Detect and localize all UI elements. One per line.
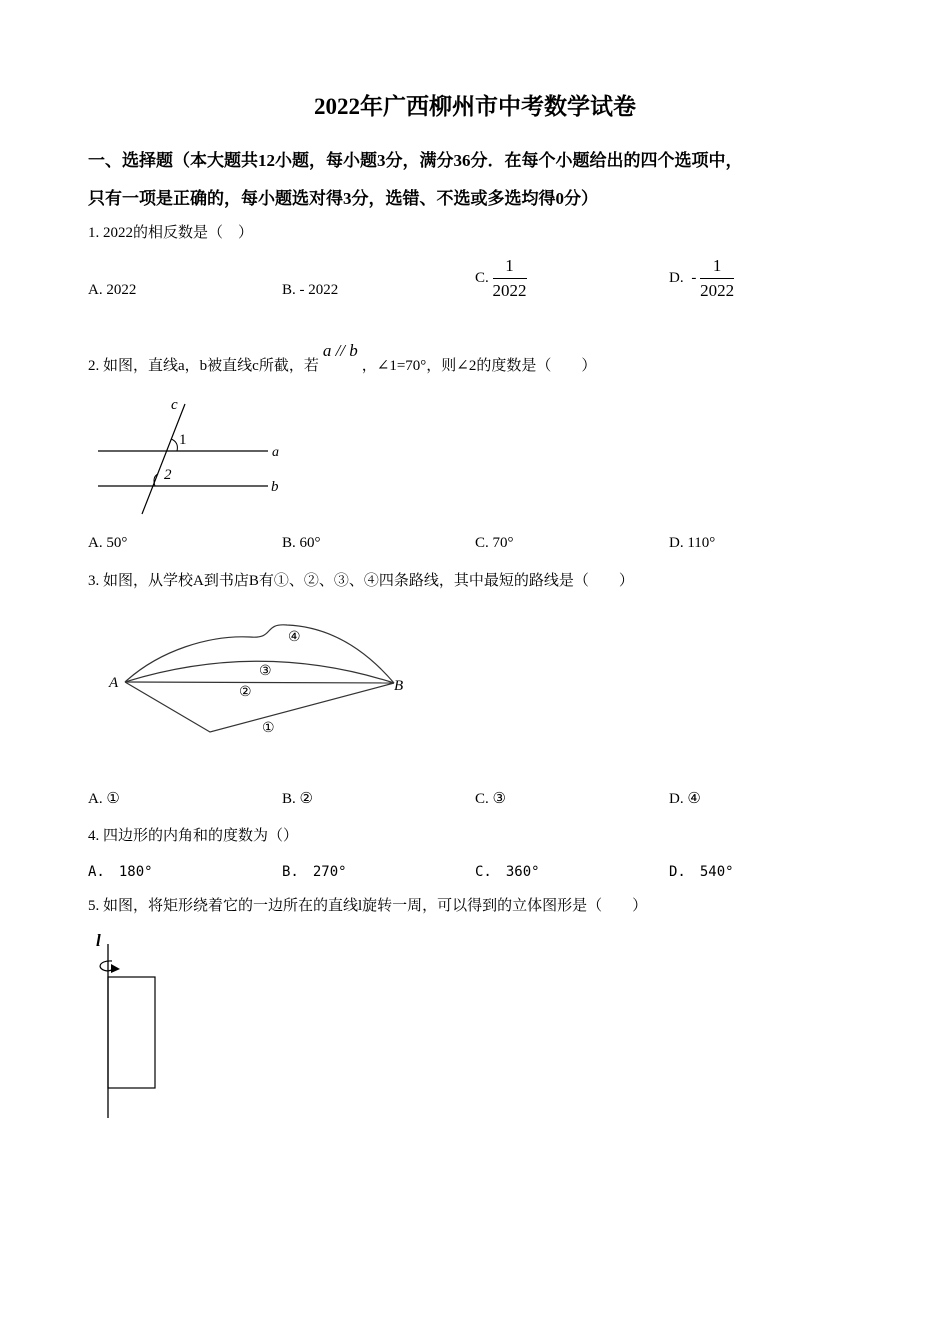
question-2-stem-pre: 2. 如图，直线a，b被直线c所截，若 (88, 358, 319, 374)
question-1-stem: 1. 2022的相反数是（ ） (88, 225, 254, 241)
option-d-fraction (700, 256, 734, 301)
question-3-stem: 3. 如图，从学校A到书店B有①、②、③、④四条路线，其中最短的路线是（ ） (88, 573, 634, 589)
question-2-option-c: C. 70° (475, 535, 514, 551)
rectangle (108, 977, 155, 1088)
question-5-figure (90, 928, 170, 1123)
label-point-b: B (394, 678, 404, 694)
label-route-4: ④ (288, 630, 301, 645)
question-4-option-b: B. 270° (282, 864, 347, 880)
label-line-l: l (96, 931, 101, 950)
label-angle-2: 2 (164, 467, 172, 483)
question-1-option-c (475, 256, 527, 301)
question-2-option-d: D. 110° (669, 535, 716, 551)
label-a: a (272, 445, 279, 460)
question-1-option-b: B. - 2022 (282, 282, 339, 298)
option-d-numerator: 1 (700, 256, 734, 279)
label-route-3: ③ (259, 664, 272, 679)
question-4-option-d: D. 540° (669, 864, 734, 880)
question-5-stem: 5. 如图，将矩形绕着它的一边所在的直线l旋转一周，可以得到的立体图形是（ ） (88, 898, 648, 914)
question-1-option-d (669, 256, 734, 301)
question-4-option-c: C. 360° (475, 864, 540, 880)
label-angle-1: 1 (179, 432, 187, 448)
question-2-option-a: A. 50° (88, 535, 128, 551)
question-4-stem: 4. 四边形的内角和的度数为（） (88, 828, 299, 844)
route-2 (125, 682, 394, 683)
label-b: b (271, 479, 279, 495)
route-1 (125, 682, 394, 732)
question-2-figure (95, 395, 295, 520)
option-d-label: D. (669, 270, 684, 286)
option-c-numerator: 1 (493, 256, 527, 279)
section-heading-line-2: 只有一项是正确的，每小题选对得3分，选错、不选或多选均得0分） (88, 189, 598, 208)
question-2-stem-post: ，∠1=70°，则∠2的度数是（ ） (361, 358, 597, 374)
label-c: c (171, 397, 178, 413)
option-c-fraction (493, 256, 527, 301)
line-c (142, 404, 185, 514)
question-2-option-b: B. 60° (282, 535, 321, 551)
question-3-option-b: B. ② (282, 791, 313, 807)
label-route-2: ② (239, 685, 252, 700)
option-c-label: C. (475, 270, 489, 286)
question-2-stem (88, 341, 597, 375)
label-route-1: ① (262, 721, 275, 736)
page-title: 2022年广西柳州市中考数学试卷 (314, 94, 636, 119)
rotation-arrowhead-icon (111, 964, 120, 973)
question-3-option-d: D. ④ (669, 791, 701, 807)
option-d-sign: - (691, 270, 697, 286)
angle-1-arc (171, 439, 177, 451)
question-3-option-c: C. ③ (475, 791, 506, 807)
option-c-denominator: 2022 (492, 281, 527, 300)
section-heading-line-1: 一、选择题（本大题共12小题，每小题3分，满分36分．在每个小题给出的四个选项中， (88, 151, 743, 170)
question-3-figure (105, 615, 415, 745)
label-point-a: A (109, 675, 119, 691)
question-2-parallel-math: a // b (322, 341, 358, 360)
question-1-option-a: A. 2022 (88, 282, 137, 298)
question-3-option-a: A. ① (88, 791, 120, 807)
question-4-option-a: A. 180° (88, 864, 153, 880)
option-d-denominator: 2022 (700, 281, 735, 300)
